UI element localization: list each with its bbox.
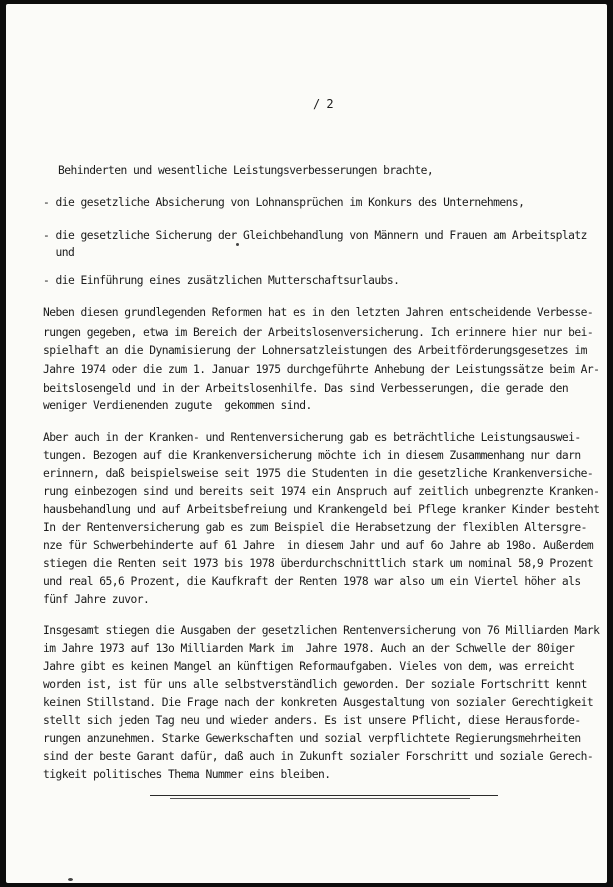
text-line: fünf Jahre zuvor. xyxy=(43,593,150,606)
text-line: Aber auch in der Kranken- und Rentenversicherung gab es beträchtliche Leistungsauswei- xyxy=(43,431,581,444)
text-line: tigkeit politisches Thema Nummer eins bleiben. xyxy=(43,768,331,781)
text-line: erinnern, daß beispielsweise seit 1975 die Studenten in die gesetzliche Krankenversiche- xyxy=(43,467,594,480)
text-line: stiegen die Renten seit 1973 bis 1978 überdurchschnittlich stark um nominal 58,9 Prozent xyxy=(43,557,594,570)
text-line: tungen. Bezogen auf die Krankenversicherung möchte ich in diesem Zusammenhang nur darn xyxy=(43,449,581,462)
text-line: rungen gegeben, etwa im Bereich der Arbeitslosenversicherung. Ich erinnere hier nur bei- xyxy=(43,326,594,339)
text-line: In der Rentenversicherung gab es zum Beispiel die Herabsetzung der flexiblen Altersgre- xyxy=(43,521,587,534)
end-rule xyxy=(150,795,498,796)
text-line: sind der beste Garant dafür, daß auch in Zukunft sozialer Forschritt und soziale Gerech- xyxy=(43,750,594,763)
text-line: Neben diesen grundlegenden Reformen hat es in den letzten Jahren entscheidende Verbesse- xyxy=(43,306,594,319)
text-line: nze für Schwerbehinderte auf 61 Jahre in diesem Jahr und auf 6o Jahre ab 198o. Außerdem xyxy=(43,539,594,552)
list-item-continuation: und xyxy=(43,246,75,259)
list-item-line: - die Einführung eines zusätzlichen Mutterschaftsurlaubs. xyxy=(43,274,400,287)
text-line: Jahre gibt es keinen Mangel an künftigen Reformaufgaben. Vieles von dem, was erreicht xyxy=(43,660,575,673)
text-line: und real 65,6 Prozent, die Kaufkraft der Renten 1978 war also um ein Viertel höher als xyxy=(43,575,581,588)
text-line: Behinderten und wesentliche Leistungsverbesserungen brachte, xyxy=(58,164,434,177)
text-line: im Jahre 1973 auf 13o Milliarden Mark im Jahre 1978. Auch an der Schwelle der 80iger xyxy=(43,642,575,655)
text-line: stellt sich jeden Tag neu und wieder anders. Es ist unsere Pflicht, diese Herausforde- xyxy=(43,714,581,727)
text-line: worden ist, ist für uns alle selbstverständlich geworden. Der soziale Fortschritt kennt xyxy=(43,678,587,691)
scan-speck xyxy=(68,878,73,881)
text-line: weniger Verdienenden zugute gekommen sind. xyxy=(43,399,312,412)
text-line: hausbehandlung und auf Arbeitsbefreiung und Krankengeld bei Pflege kranker Kinder besteht xyxy=(43,503,600,516)
end-rule-shadow xyxy=(170,798,470,799)
text-line: spielhaft an die Dynamisierung der Lohnersatzleistungen des Arbeitförderungsgesetzes im xyxy=(43,344,587,357)
scan-speck xyxy=(236,243,239,246)
text-line: Insgesamt stiegen die Ausgaben der gesetzlichen Rentenversicherung von 76 Milliarden Mark xyxy=(43,624,600,637)
page-number: / 2 xyxy=(313,97,334,111)
text-line: Jahre 1974 oder die zum 1. Januar 1975 durchgeführte Anhebung der Leistungssätze beim Ar- xyxy=(43,363,600,376)
text-line: rung einbezogen sind und bereits seit 1974 ein Anspruch auf zeitlich unbegrenzte Kranken- xyxy=(43,485,600,498)
text-line: rungen anzunehmen. Starke Gewerkschaften und sozial verpflichtete Regierungsmehrheiten xyxy=(43,732,581,745)
text-line: keinen Stillstand. Die Frage nach der konkreten Ausgestaltung von sozialer Gerechtigkeit xyxy=(43,696,594,709)
list-item-line: - die gesetzliche Sicherung der Gleichbehandlung von Männern und Frauen am Arbeitsplatz xyxy=(43,229,587,242)
text-line: beitslosengeld und in der Arbeitslosenhilfe. Das sind Verbesserungen, die gerade den xyxy=(43,382,569,395)
list-item-line: - die gesetzliche Absicherung von Lohnansprüchen im Konkurs des Unternehmens, xyxy=(43,196,525,209)
